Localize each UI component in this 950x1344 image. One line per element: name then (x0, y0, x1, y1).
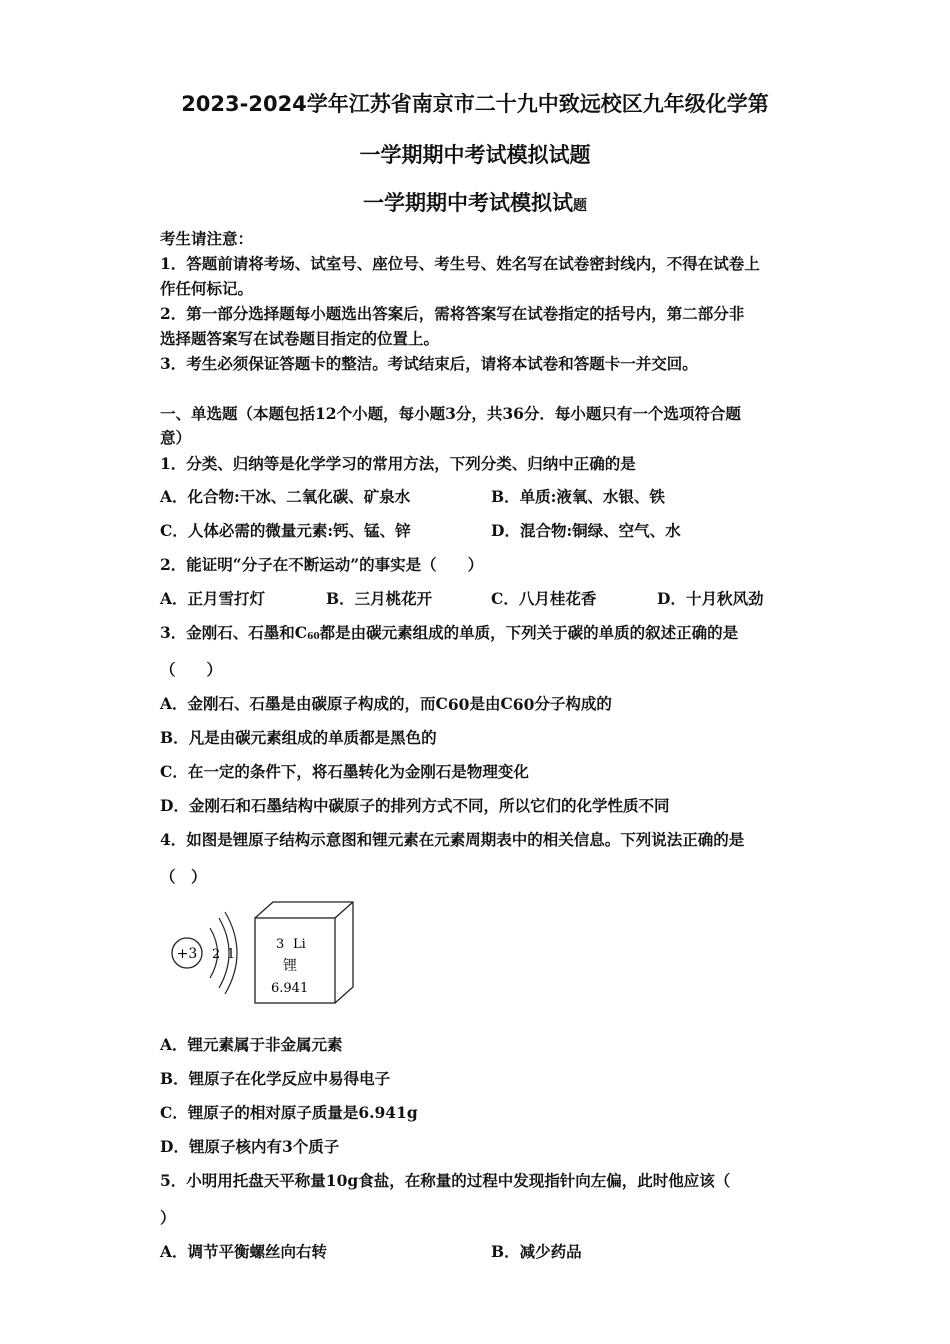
title-line-2: 一学期期中考试模拟试题 (359, 143, 591, 167)
lithium-figure (165, 898, 370, 1008)
q2-option-c[interactable]: C．八月桂花香 (491, 589, 597, 608)
q3-option-c[interactable]: C．在一定的条件下，将石墨转化为金刚石是物理变化 (160, 762, 529, 781)
q1-option-a[interactable]: A．化合物:干冰、二氧化碳、矿泉水 (160, 487, 411, 506)
q2-option-d[interactable]: D．十月秋风劲 (657, 589, 764, 608)
q4-paren: （ ） (160, 867, 207, 886)
title-line-3-main: 一学期期中考试模拟试 (363, 191, 573, 215)
q2-option-b[interactable]: B．三月桃花开 (326, 589, 433, 608)
section1-heading-b: 意） (160, 428, 192, 447)
title-line-3 (0, 187, 950, 217)
q5-option-a[interactable]: A．调节平衡螺丝向右转 (160, 1242, 328, 1261)
q1-option-d[interactable]: D．混合物:铜绿、空气、水 (491, 521, 681, 540)
title-line-1: 2023-2024学年江苏省南京市二十九中致远校区九年级化学第 (181, 92, 769, 116)
element-symbol: Li (293, 937, 306, 952)
cell-top-edge (335, 902, 353, 918)
q2-option-a[interactable]: A．正月雪打灯 (160, 589, 266, 608)
periodic-table-cell (255, 902, 353, 1003)
q1-option-c[interactable]: C．人体必需的微量元素:钙、锰、锌 (160, 521, 411, 540)
q3-option-d[interactable]: D．金刚石和石墨结构中碳原子的排列方式不同，所以它们的化学性质不同 (160, 796, 670, 815)
relative-atomic-mass: 6.941 (271, 981, 309, 996)
q5-stem: 5．小明用托盘天平称量10g食盐，在称量的过程中发现指针向左偏，此时他应该（ (160, 1171, 731, 1190)
section1-heading-a: 一、单选题（本题包括12个小题，每小题3分，共36分．每小题只有一个选项符合题 (160, 404, 741, 423)
q5-paren: ） (160, 1208, 176, 1227)
q4-stem: 4．如图是锂原子结构示意图和锂元素在元素周期表中的相关信息。下列说法正确的是 (160, 830, 745, 849)
q1-option-b[interactable]: B．单质:液氧、水银、铁 (491, 487, 665, 506)
q2-stem: 2．能证明“分子在不断运动”的事实是（ ） (160, 555, 484, 574)
notice-heading: 考生请注意： (160, 229, 254, 248)
notice-item-2a: 2．第一部分选择题每小题选出答案后，需将答案写在试卷指定的括号内，第二部分非 (160, 304, 745, 323)
atom-structure-diagram (172, 912, 237, 994)
nucleus-charge: +3 (176, 946, 198, 962)
q3-paren: （ ） (160, 660, 223, 679)
shell-1-electrons: 2 (211, 947, 221, 962)
notice-item-2b: 选择题答案写在试卷题目指定的位置上。 (160, 329, 440, 348)
title-line-3-suffix: 题 (573, 198, 587, 214)
q5-option-b[interactable]: B．减少药品 (491, 1242, 582, 1261)
q4-option-d[interactable]: D．锂原子核内有3个质子 (160, 1137, 340, 1156)
q4-option-c[interactable]: C．锂原子的相对原子质量是6.941g (160, 1103, 418, 1122)
atomic-number: 3 (276, 937, 285, 952)
notice-item-3: 3．考生必须保证答题卡的整洁。考试结束后，请将本试卷和答题卡一并交回。 (160, 354, 698, 373)
notice-item-1b: 作任何标记。 (160, 279, 254, 298)
shell-2-electrons: 1 (226, 947, 236, 962)
q4-option-b[interactable]: B．锂原子在化学反应中易得电子 (160, 1069, 391, 1088)
q3-option-a[interactable]: A．金刚石、石墨是由碳原子构成的，而$C_{60}$是由$C_{60}$分子构成的 (160, 694, 612, 714)
q3-option-b[interactable]: B．凡是由碳元素组成的单质都是黑色的 (160, 728, 437, 747)
q3-stem: 3．金刚石、石墨和$C_{60}$都是由碳元素组成的单质，下列关于碳的单质的叙述正确的是 (160, 623, 739, 642)
notice-item-1a: 1．答题前请将考场、试室号、座位号、考生号、姓名写在试卷密封线内，不得在试卷上 (160, 254, 760, 273)
q4-option-a[interactable]: A．锂元素属于非金属元素 (160, 1035, 343, 1054)
element-name: 锂 (283, 958, 297, 974)
q1-stem: 1．分类、归纳等是化学学习的常用方法，下列分类、归纳中正确的是 (160, 454, 636, 473)
